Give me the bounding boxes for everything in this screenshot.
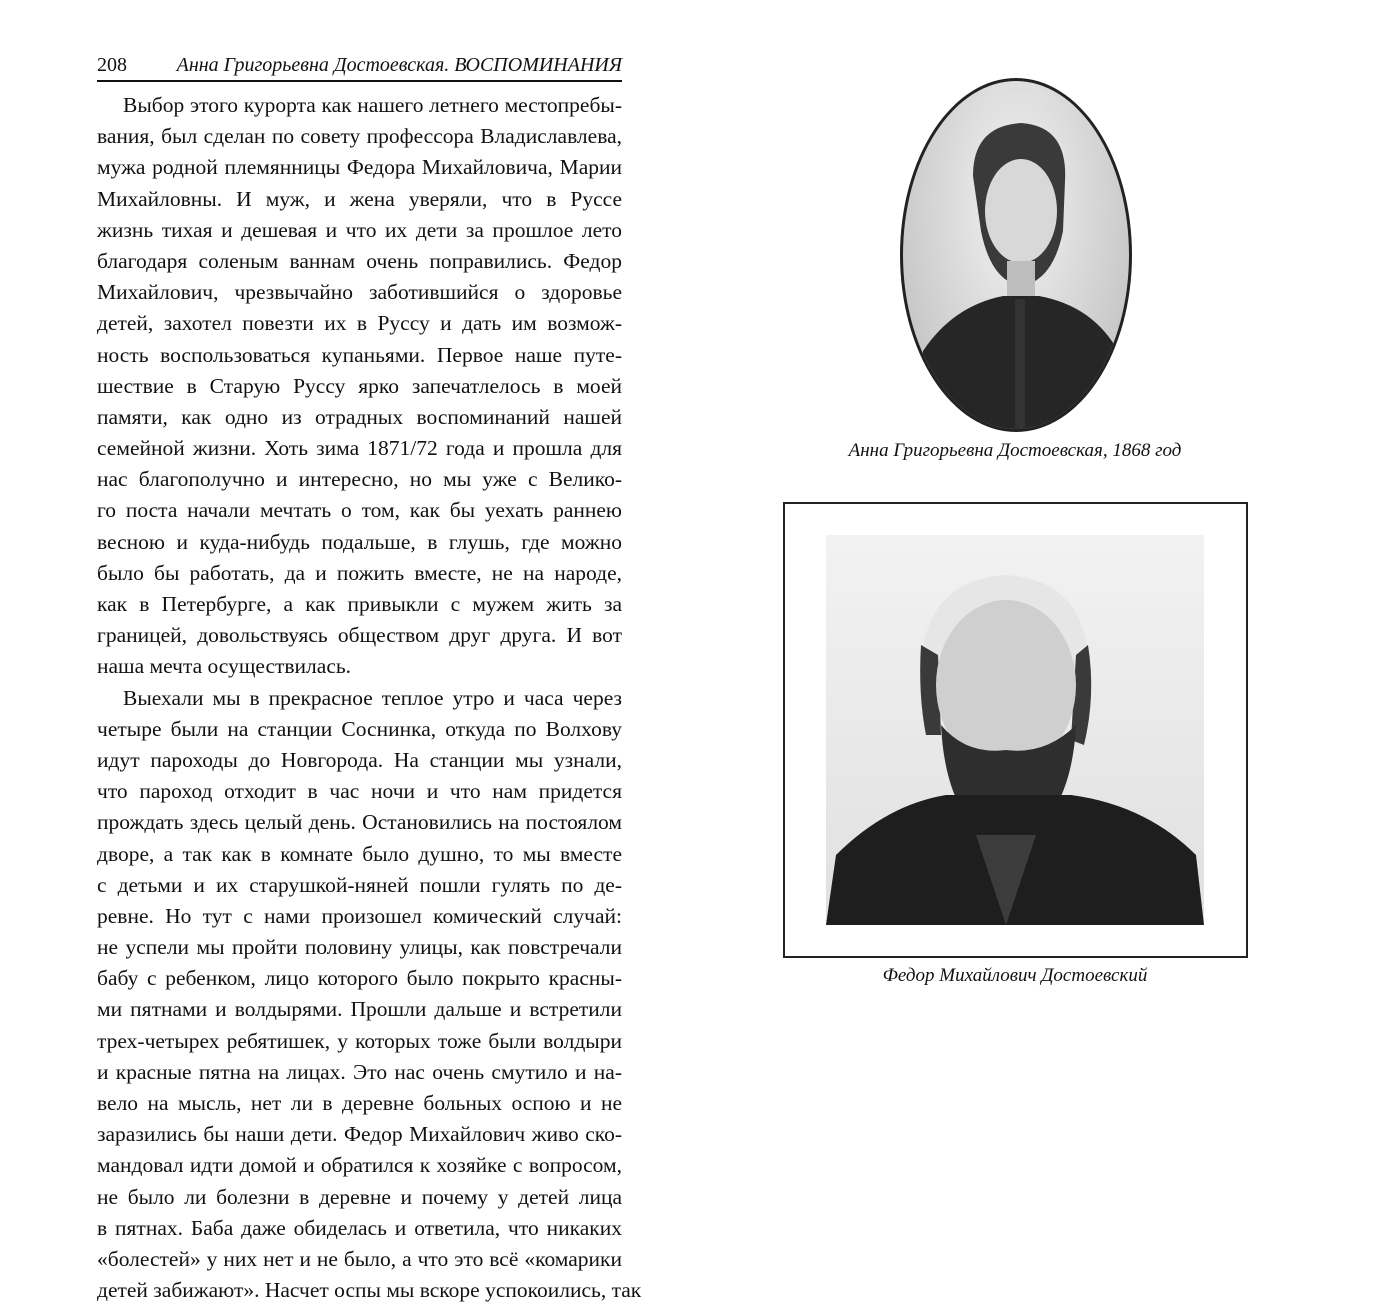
text-line: с детьми и их старушкой-няней пошли гулять по де-: [97, 872, 622, 897]
text-line: как в Петербурге, а как привыкли с мужем жить за: [97, 592, 622, 616]
text-line: границей, довольствуясь обществом друг друга. И вот: [97, 623, 622, 648]
page-number: 208: [97, 54, 127, 76]
portrait-man-image: [826, 535, 1204, 925]
portrait-woman-image: [903, 81, 1132, 432]
text-line: памяти, как одно из отрадных воспоминаний нашей: [97, 404, 622, 429]
text-line: нас благополучно и интересно, но мы уже с Велико-: [97, 467, 622, 492]
text-line: трех-четырех ребятишек, у которых тоже были волдыри: [97, 1028, 622, 1053]
text-line: четыре были на станции Соснинка, откуда по Волхову: [97, 716, 622, 741]
portrait-anna-dostoevskaya: [900, 78, 1132, 432]
text-line: в пятнах. Баба даже обиделась и ответила, что никаких: [97, 1215, 622, 1240]
text-line: го поста начали мечтать о том, как бы уехать раннею: [97, 498, 622, 523]
text-line: ревне. Но тут с нами произошел комический случай:: [97, 903, 622, 928]
text-line: семейной жизни. Хоть зима 1871/72 года и прошла для: [97, 436, 622, 461]
text-line: ность воспользоваться купаньями. Первое наше путе-: [97, 342, 622, 367]
text-line: Выехали мы в прекрасное теплое утро и часа через: [123, 685, 622, 710]
text-line: не успели мы пройти половину улицы, как повстречали: [97, 935, 622, 960]
text-line: «болестей» у них нет и не было, а что это всё «комарики: [97, 1246, 622, 1271]
text-line: было бы работать, да и пожить вместе, не на народе,: [97, 560, 622, 585]
text-line: что пароход отходит в час ночи и что нам придется: [97, 779, 622, 804]
text-line: вания, был сделан по совету профессора Владиславлева,: [97, 124, 622, 149]
text-line: наша мечта осуществилась.: [97, 654, 352, 679]
text-line: детей, захотел повезти их в Руссу и дать им возмож-: [97, 311, 622, 336]
text-line: детей забижают». Насчет оспы мы вскоре успокоились, так: [97, 1278, 642, 1303]
text-line: мандовал идти домой и обратился к хозяйке с вопросом,: [97, 1153, 622, 1178]
text-line: Михайловны. И муж, и жена уверяли, что в Руссе: [97, 186, 622, 211]
portrait-1-caption: Анна Григорьевна Достоевская, 1868 год: [848, 440, 1182, 461]
text-line: и красные пятна на лицах. Это нас очень смутило и на-: [97, 1059, 622, 1084]
text-line: шествие в Старую Руссу ярко запечатлелось в моей: [97, 373, 622, 398]
portrait-fyodor-dostoevsky: [826, 535, 1204, 925]
text-line: идут пароходы до Новгорода. На станции мы узнали,: [97, 747, 622, 772]
text-line: не было ли болезни в деревне и почему у детей лица: [97, 1184, 622, 1209]
text-line: жизнь тихая и дешевая и что их дети за прошлое лето: [97, 217, 622, 242]
portrait-2-caption: Федор Михайлович Достоевский: [882, 965, 1148, 986]
text-line: дворе, а так как в комнате было душно, то мы вместе: [97, 841, 622, 866]
text-line: Михайлович, чрезвычайно заботившийся о здоровье: [97, 280, 622, 305]
text-line: прождать здесь целый день. Остановились на постоялом: [97, 810, 622, 835]
text-line: Выбор этого курорта как нашего летнего местопребы-: [123, 93, 622, 117]
text-line: весною и куда-нибудь подальше, в глушь, где можно: [97, 529, 622, 554]
text-line: ми пятнами и волдырями. Прошли дальше и встретили: [97, 997, 622, 1022]
text-line: благодаря соленым ваннам очень поправились. Федор: [97, 248, 622, 273]
running-title: Анна Григорьевна Достоевская. ВОСПОМИНАНИЯ: [176, 54, 622, 76]
text-line: заразились бы наши дети. Федор Михайлович живо ско-: [97, 1122, 622, 1147]
running-header: [97, 52, 622, 82]
body-text-column: [97, 90, 642, 1306]
text-line: бабу с ребенком, лицо которого было покрыто красны-: [97, 966, 622, 991]
text-line: мужа родной племянницы Федора Михайловича, Марии: [97, 155, 622, 180]
text-line: вело на мысль, нет ли в деревне больных оспою и не: [97, 1091, 622, 1115]
